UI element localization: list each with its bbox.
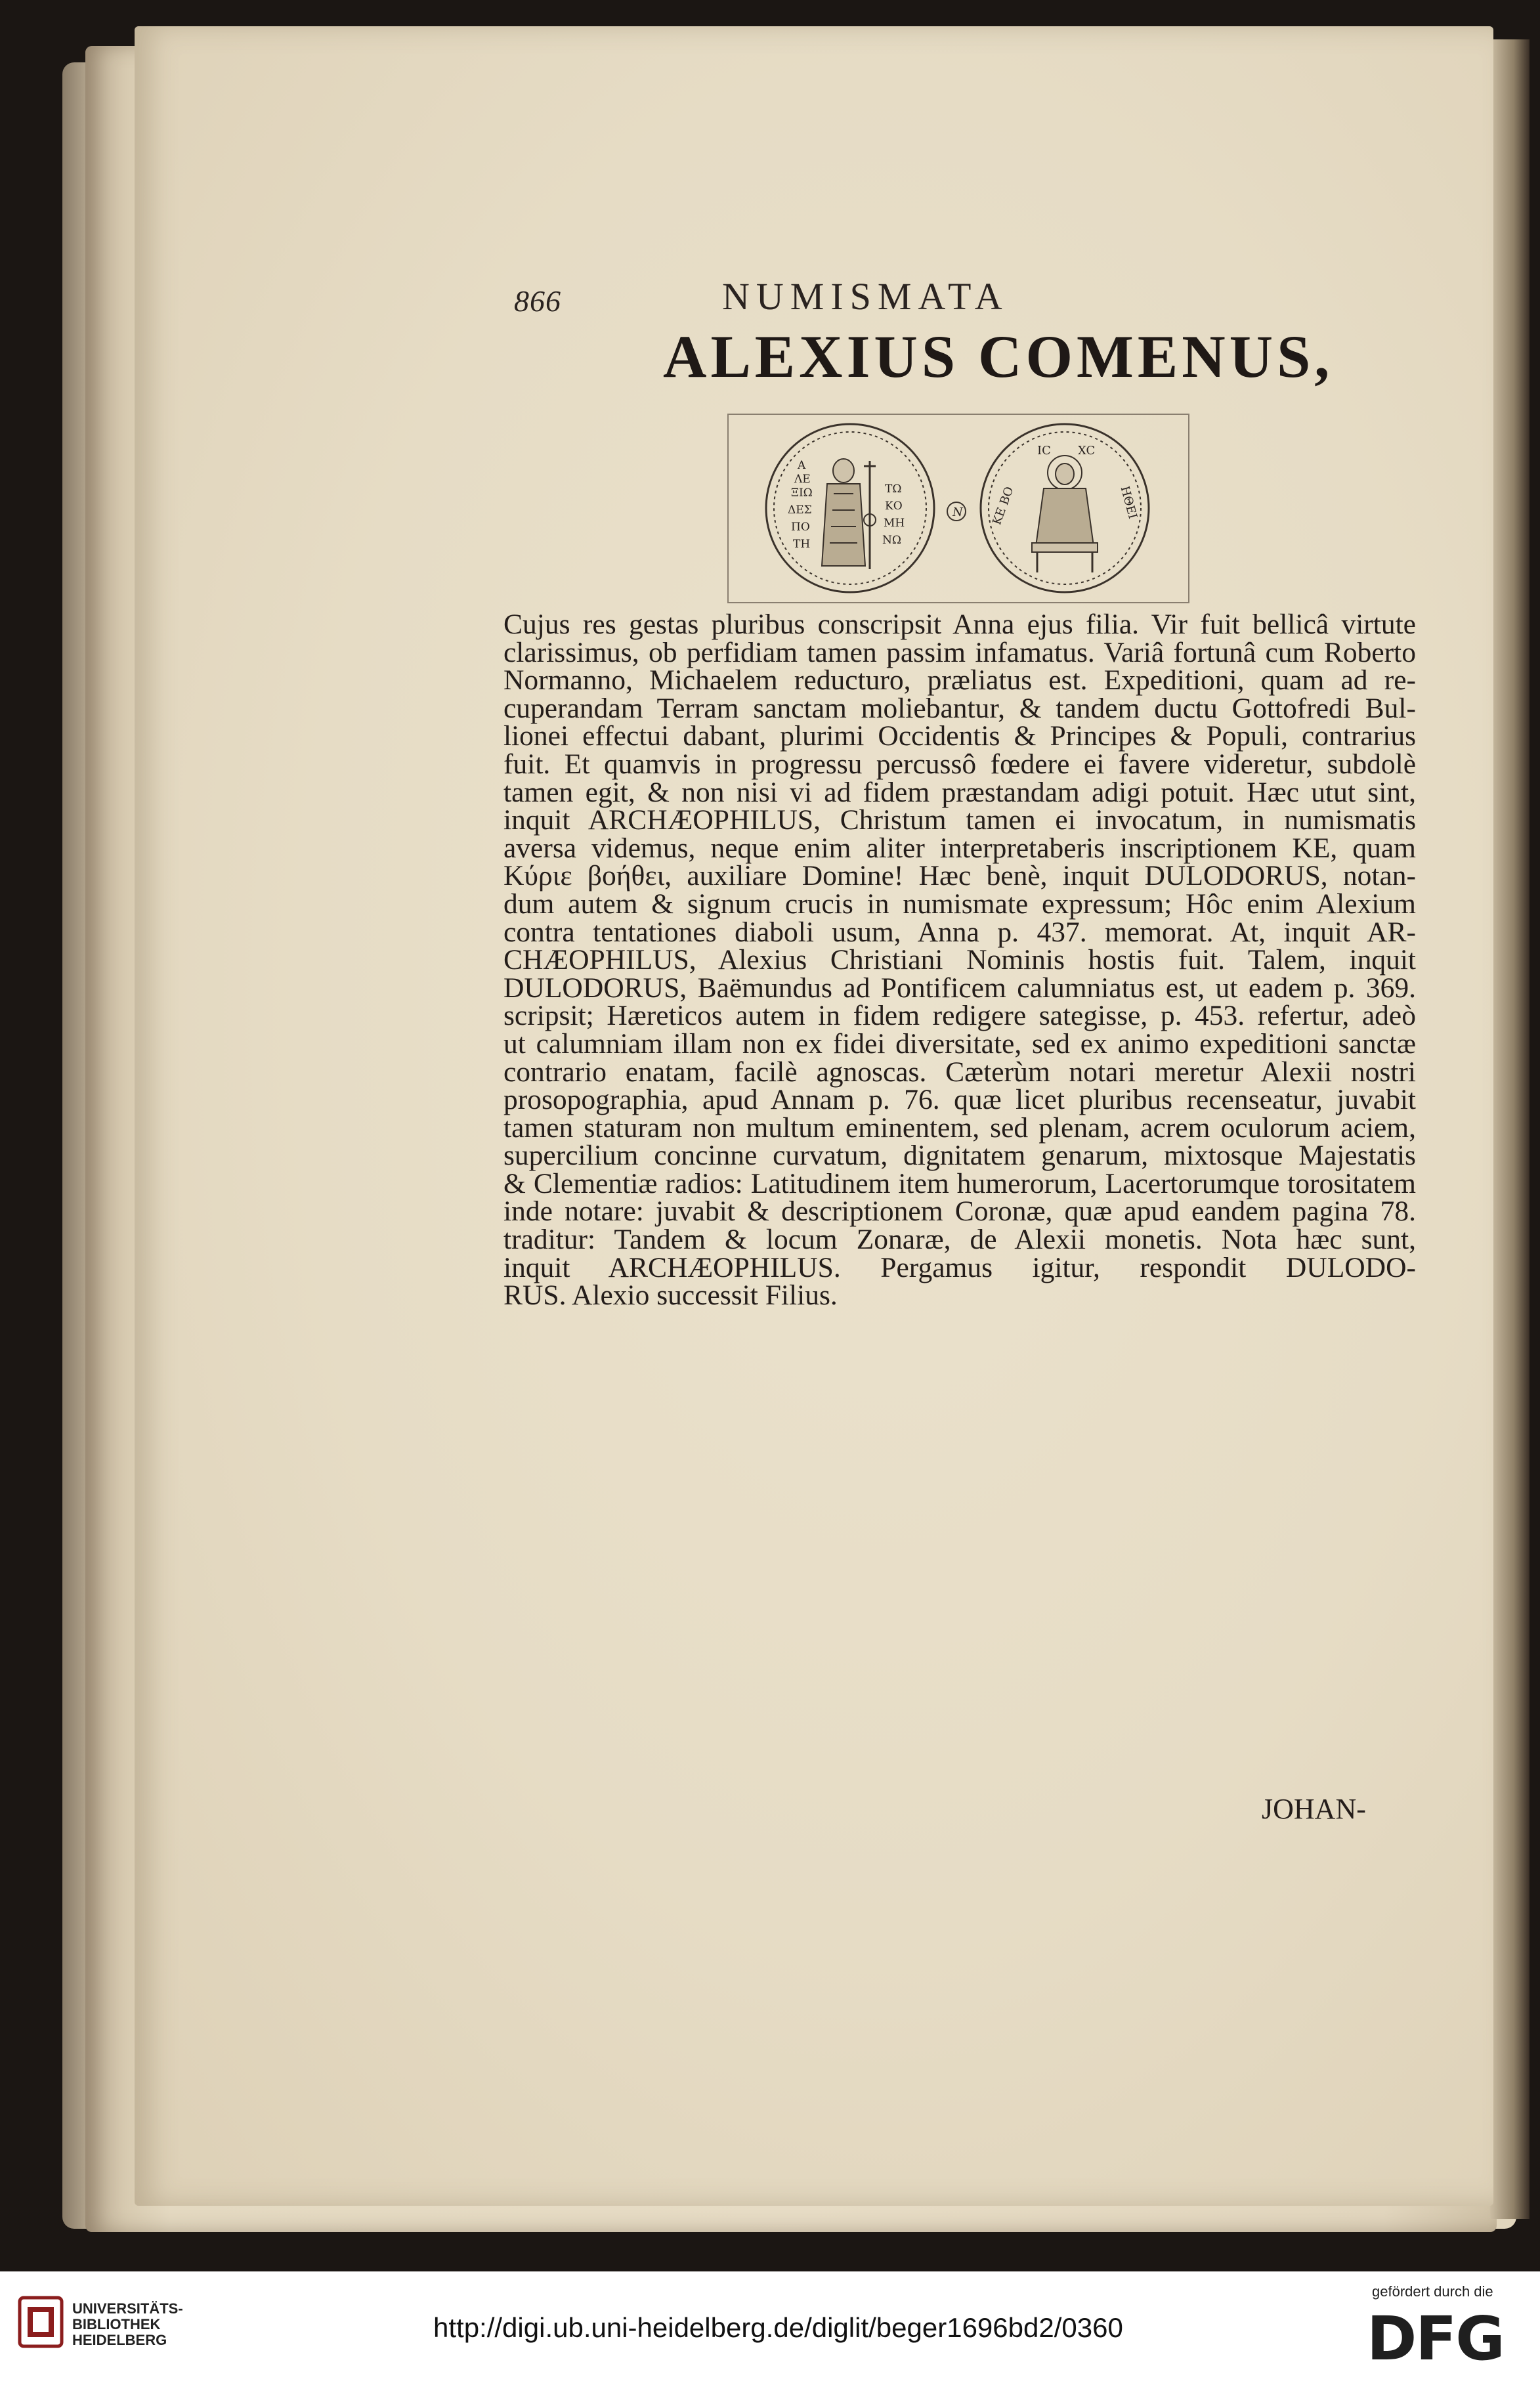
- body-line: contra tentationes diaboli usum, Anna p. 437. memorat. At, inquit AR-: [503, 916, 1416, 948]
- body-line: contrario enatam, facilè agnoscas. Cæterùm notari meretur Alexii nostri: [503, 1056, 1416, 1088]
- body-text: [503, 611, 1416, 1310]
- body-line: inquit ARCHÆOPHILUS. Pergamus igitur, respondit DULODO-: [503, 1251, 1416, 1283]
- funding-label: gefördert durch die: [1372, 2283, 1493, 2300]
- reverse-legend-xc: XC: [1078, 444, 1096, 458]
- body-line: CHÆOPHILUS, Alexius Christiani Nominis hostis fuit. Talem, inquit: [503, 944, 1416, 976]
- coin-obverse: [766, 424, 934, 592]
- body-line: fuit. Et quamvis in progressu percussô fœdere ei favere videretur, subdolè: [503, 748, 1416, 780]
- obverse-legend-right-4: ΝΩ: [882, 534, 901, 547]
- obverse-legend-left-2: ΛΕ: [794, 473, 811, 486]
- body-line: Normanno, Michaelem reducturo, præliatus est. Expeditioni, quam ad re-: [503, 664, 1416, 697]
- obverse-legend-left-4: ΔΕΣ: [788, 504, 812, 517]
- body-line: inde notare: juvabit & descriptionem Coronæ, quæ apud eandem pagina 78.: [503, 1195, 1416, 1228]
- body-line: Κύριε βοήθει, auxiliare Domine! Hæc benè, inquit DULODORUS, notan-: [503, 860, 1416, 892]
- dfg-logo: DFG: [1367, 2304, 1504, 2374]
- body-line: inquit ARCHÆOPHILUS, Christum tamen ei invocatum, in numismatis: [503, 804, 1416, 836]
- institution-line-1: UNIVERSITÄTS-: [72, 2300, 183, 2317]
- body-line: clarissimus, ob perfidiam tamen passim infamatus. Variâ fortunâ cum Roberto: [503, 636, 1416, 668]
- page-title: ALEXIUS COMENUS,: [663, 323, 1334, 390]
- body-line: aversa videmus, neque enim aliter interpretaberis inscriptionem ΚΕ, quam: [503, 832, 1416, 864]
- obverse-legend-left-1: Α: [798, 459, 806, 472]
- body-line: & Clementiæ radios: Latitudinem item humerorum, Lacertorumque torositatem: [503, 1167, 1416, 1199]
- coin-engraving: [729, 415, 1188, 602]
- body-line: RUS. Alexio successit Filius.: [503, 1279, 838, 1312]
- body-line: tamen egit, & non nisi vi ad fidem præstandam adigi potuit. Hæc utut sint,: [503, 776, 1416, 808]
- obverse-legend-right-2: ΚΟ: [885, 500, 903, 513]
- institution-line-3: HEIDELBERG: [72, 2332, 167, 2348]
- source-url-link[interactable]: http://digi.ub.uni-heidelberg.de/diglit/beger1696bd2/0360: [433, 2312, 1123, 2343]
- plate-mark-letter: N: [952, 505, 963, 519]
- institution-name: [72, 2301, 183, 2348]
- obverse-legend-left-5: ΠΟ: [791, 521, 810, 534]
- body-line: DULODORUS, Baëmundus ad Pontificem calumniatus est, ut eadem p. 369.: [503, 972, 1416, 1004]
- body-line: supercilium concinne curvatum, dignitatem genarum, mixtosque Majestatis: [503, 1140, 1416, 1172]
- obverse-legend-right-1: ΤΩ: [885, 483, 902, 496]
- body-line: tamen staturam non multum eminentem, sed plenam, acrem oculorum aciem,: [503, 1111, 1416, 1144]
- institution-line-2: BIBLIOTHEK: [72, 2316, 161, 2332]
- obverse-legend-right-3: ΜΗ: [884, 517, 905, 530]
- reverse-legend-ic: ΙC: [1037, 444, 1051, 458]
- reverse-legend-right: ΗΘΕΙ: [1117, 484, 1140, 521]
- body-line: dum autem & signum crucis in numismate expressum; Hôc enim Alexium: [503, 888, 1416, 920]
- right-page-edge: [1490, 39, 1529, 2219]
- body-line: Cujus res gestas pluribus conscripsit Anna ejus filia. Vir fuit bellicâ virtute: [503, 609, 1416, 640]
- catchword: JOHAN-: [1262, 1793, 1366, 1825]
- university-seal-icon: [14, 2292, 67, 2352]
- coin-reverse: [981, 424, 1149, 592]
- page-heading-numismata: NUMISMATA: [722, 275, 1009, 318]
- body-line: prosopographia, apud Annam p. 76. quæ licet pluribus recenseatur, juvabit: [503, 1084, 1416, 1116]
- coin-plate: [727, 414, 1189, 603]
- body-line: lionei effectui dabant, plurimi Occidentis & Principes & Populi, contrarius: [503, 720, 1416, 752]
- body-line: cuperandam Terram sanctam moliebantur, & tandem ductu Gottofredi Bul-: [503, 692, 1416, 724]
- body-line: traditur: Tandem & locum Zonaræ, de Alexii monetis. Nota hæc sunt,: [503, 1224, 1416, 1256]
- reverse-legend-left: ΚΕ ΒΟ: [990, 484, 1017, 527]
- obverse-legend-left-3: ΞΙΩ: [791, 486, 813, 500]
- obverse-legend-left-6: ΤΗ: [793, 538, 811, 551]
- body-line: scripsit; Hæreticos autem in fidem redigere sategisse, p. 453. refertur, adeò: [503, 1000, 1416, 1032]
- body-line: ut calumniam illam non ex fidei diversitate, sed ex animo expeditioni sanctæ: [503, 1027, 1416, 1060]
- page-number: 866: [514, 284, 561, 318]
